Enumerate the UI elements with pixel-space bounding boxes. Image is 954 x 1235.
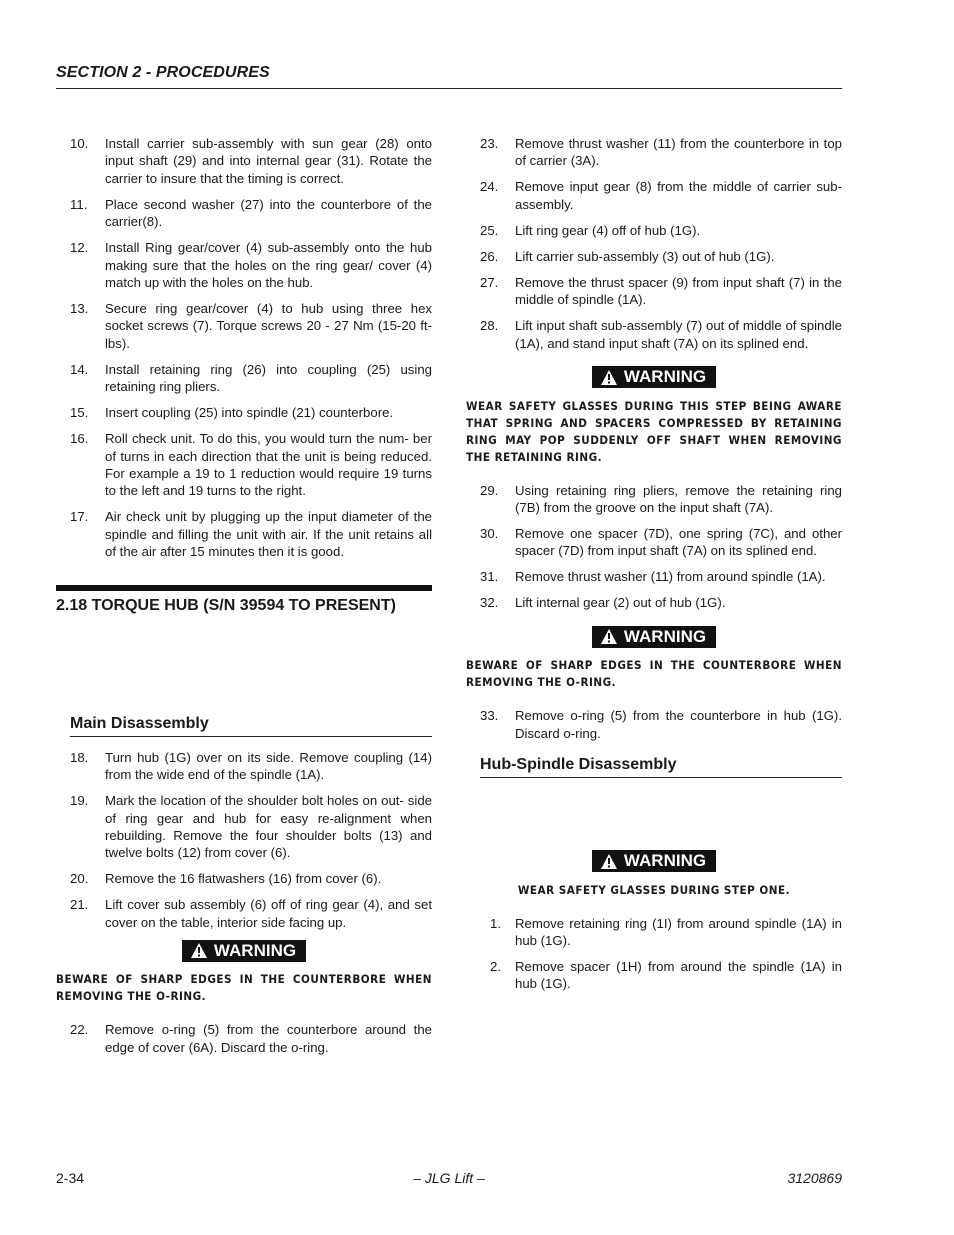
steps-list-29-32 (466, 482, 842, 612)
step-text: Secure ring gear/cover (4) to hub using three hex socket screws (7). Torque screws 20 - 27 Nm (15-20 ft-lbs). (105, 301, 432, 351)
step-text: Lift ring gear (4) off of hub (1G). (515, 222, 701, 238)
warning-label-box (592, 850, 716, 872)
section-title: 2.18 TORQUE HUB (S/N 39594 TO PRESENT) (56, 596, 396, 614)
warning-label: WARNING (213, 940, 297, 960)
step-number: 31. (480, 569, 499, 585)
page-number: 2-34 (56, 1170, 85, 1186)
warning-banner (466, 626, 842, 651)
step-text: Install retaining ring (26) into coupling (25) using retaining ring pliers. (105, 361, 432, 395)
list-item (56, 300, 432, 352)
warning-text: BEWARE OF SHARP EDGES IN THE COUNTERBORE WHEN REMOVING THE O-RING. (466, 658, 842, 690)
header-rule (56, 88, 842, 89)
warning-label-box (592, 626, 716, 648)
step-text: Remove o-ring (5) from the counterbore around the edge of cover (6A). Discard the o-ring. (105, 1022, 432, 1055)
warning-label: WARNING (623, 626, 707, 646)
right-column (466, 135, 842, 1001)
list-item (466, 525, 842, 560)
step-text: Air check unit by plugging up the input diameter of the spindle and filling the unit with air. If the unit retains all of the air after 15 minutes then it is good. (105, 509, 432, 560)
step-number: 22. (70, 1022, 89, 1038)
list-item (56, 404, 432, 421)
step-text: Mark the location of the shoulder bolt holes on out- side of ring gear and hub for easy re-alignment when rebuilding. Remove the four shoulder bolts (13) and twelve bolts (12) from cover (6). (105, 793, 432, 861)
list-item (56, 870, 432, 887)
step-text: Remove input gear (8) from the middle of carrier sub-assembly. (515, 179, 842, 212)
step-text: Remove one spacer (7D), one spring (7C), and other spacer (7D) from input shaft (7A) on its splined end. (515, 525, 842, 559)
warning-text: WEAR SAFETY GLASSES DURING STEP ONE. (517, 882, 791, 897)
warning-triangle-icon (600, 628, 618, 645)
step-number: 21. (70, 897, 89, 913)
step-number: 29. (480, 482, 499, 498)
warning-triangle-icon (600, 853, 618, 870)
list-item (466, 248, 842, 265)
step-text: Remove the 16 flatwashers (16) from cover (6). (105, 871, 382, 887)
step-number: 33. (480, 708, 499, 724)
subsection-title-main-disassembly: Main Disassembly (70, 715, 432, 737)
step-number: 28. (480, 318, 499, 334)
steps-list-10-17 (56, 135, 432, 561)
list-item (56, 1021, 432, 1056)
step-number: 24. (480, 179, 499, 195)
warning-banner (466, 850, 842, 875)
step-number: 32. (480, 595, 499, 611)
page-footer (56, 1170, 842, 1188)
step-text: Remove thrust washer (11) from around spindle (1A). (515, 569, 826, 585)
step-text: Install Ring gear/cover (4) sub-assembly onto the hub making sure that the holes on the ring gear/ cover (4) match up with the holes on the hub. (105, 240, 432, 291)
list-item (466, 135, 842, 170)
section-rule (56, 585, 432, 591)
steps-list-22 (56, 1021, 432, 1056)
step-number: 12. (70, 240, 89, 256)
warning-label: WARNING (623, 367, 707, 387)
step-text: Remove retaining ring (1I) from around spindle (1A) in hub (1G). (515, 915, 842, 948)
step-number: 2. (490, 958, 501, 974)
list-item (56, 749, 432, 784)
warning-label-box (592, 366, 716, 388)
subsection-title-hub-spindle-disassembly: Hub-Spindle Disassembly (480, 756, 842, 778)
step-text: Remove the thrust spacer (9) from input shaft (7) in the middle of spindle (1A). (515, 274, 842, 308)
step-number: 30. (480, 525, 499, 541)
list-item (56, 361, 432, 396)
step-number: 10. (70, 136, 89, 151)
step-number: 27. (480, 274, 499, 290)
step-text: Roll check unit. To do this, you would turn the num- ber of turns in each direction that the unit is being reduced. For example a 19 to 1 reduction would require 19 turns to the left and 19 turns to the right. (105, 431, 432, 499)
warning-text: WEAR SAFETY GLASSES DURING THIS STEP BEING AWARE THAT SPRING AND SPACERS COMPRESSED BY RETAINING RING MAY POP SUDDENLY OFF SHAFT WHEN REMOVING THE RETAINING RING. (466, 398, 842, 464)
steps-list-23-28 (466, 135, 842, 352)
warning-banner (466, 366, 842, 391)
list-item (466, 317, 842, 352)
step-text: Lift input shaft sub-assembly (7) out of middle of spindle (1A), and stand input shaft (7A) on its splined end. (515, 318, 842, 351)
step-text: Install carrier sub-assembly with sun gear (28) onto input shaft (29) and into internal gear (31). Rotate the carrier to insure that the timing is correct. (105, 136, 432, 186)
list-item (56, 239, 432, 291)
steps-list-33 (466, 707, 842, 742)
steps-list-hub-1-2 (466, 915, 842, 993)
section-header: SECTION 2 - PROCEDURES (56, 64, 270, 81)
document-number: 3120869 (787, 1170, 842, 1186)
warning-label-box (182, 940, 306, 962)
list-item (466, 915, 842, 950)
step-text: Remove thrust washer (11) from the counterbore in top of carrier (3A). (515, 136, 842, 169)
list-item (466, 568, 842, 585)
warning-triangle-icon (600, 369, 618, 386)
list-item (56, 430, 432, 500)
step-text: Remove spacer (1H) from around the spindle (1A) in hub (1G). (515, 958, 842, 992)
warning-text: BEWARE OF SHARP EDGES IN THE COUNTERBORE WHEN REMOVING THE O-RING. (56, 972, 432, 1004)
list-item (466, 482, 842, 517)
step-number: 23. (480, 136, 499, 151)
step-number: 13. (70, 301, 89, 317)
steps-list-18-21 (56, 749, 432, 931)
left-column (56, 135, 432, 1065)
step-number: 11. (70, 196, 88, 212)
step-text: Turn hub (1G) over on its side. Remove coupling (14) from the wide end of the spindle (1A). (105, 749, 432, 783)
list-item (466, 222, 842, 239)
step-number: 14. (70, 361, 89, 377)
step-number: 16. (70, 431, 89, 447)
step-number: 25. (480, 222, 499, 238)
list-item (56, 508, 432, 560)
step-text: Using retaining ring pliers, remove the retaining ring (7B) from the groove on the input shaft (7A). (515, 482, 842, 515)
step-number: 18. (70, 749, 89, 765)
list-item (56, 792, 432, 862)
list-item (466, 707, 842, 742)
list-item (466, 274, 842, 309)
list-item (56, 135, 432, 187)
step-number: 26. (480, 248, 499, 264)
footer-publisher: – JLG Lift – (413, 1170, 485, 1186)
step-number: 20. (70, 871, 89, 887)
step-text: Place second washer (27) into the counterbore of the carrier(8). (105, 196, 432, 230)
list-item (466, 178, 842, 213)
step-text: Lift internal gear (2) out of hub (1G). (515, 595, 726, 611)
warning-banner (56, 940, 432, 965)
list-item (466, 958, 842, 993)
step-number: 19. (70, 793, 89, 809)
list-item (56, 896, 432, 931)
step-number: 1. (490, 915, 501, 931)
step-text: Lift cover sub assembly (6) off of ring gear (4), and set cover on the table, interior side facing up. (105, 897, 432, 930)
step-text: Lift carrier sub-assembly (3) out of hub (1G). (515, 248, 775, 264)
step-number: 15. (70, 405, 89, 421)
step-text: Remove o-ring (5) from the counterbore in hub (1G). Discard o-ring. (515, 708, 842, 741)
warning-label: WARNING (623, 851, 707, 871)
warning-triangle-icon (190, 942, 208, 959)
list-item (56, 196, 432, 231)
step-number: 17. (70, 509, 89, 525)
list-item (466, 594, 842, 611)
step-text: Insert coupling (25) into spindle (21) counterbore. (105, 405, 394, 421)
